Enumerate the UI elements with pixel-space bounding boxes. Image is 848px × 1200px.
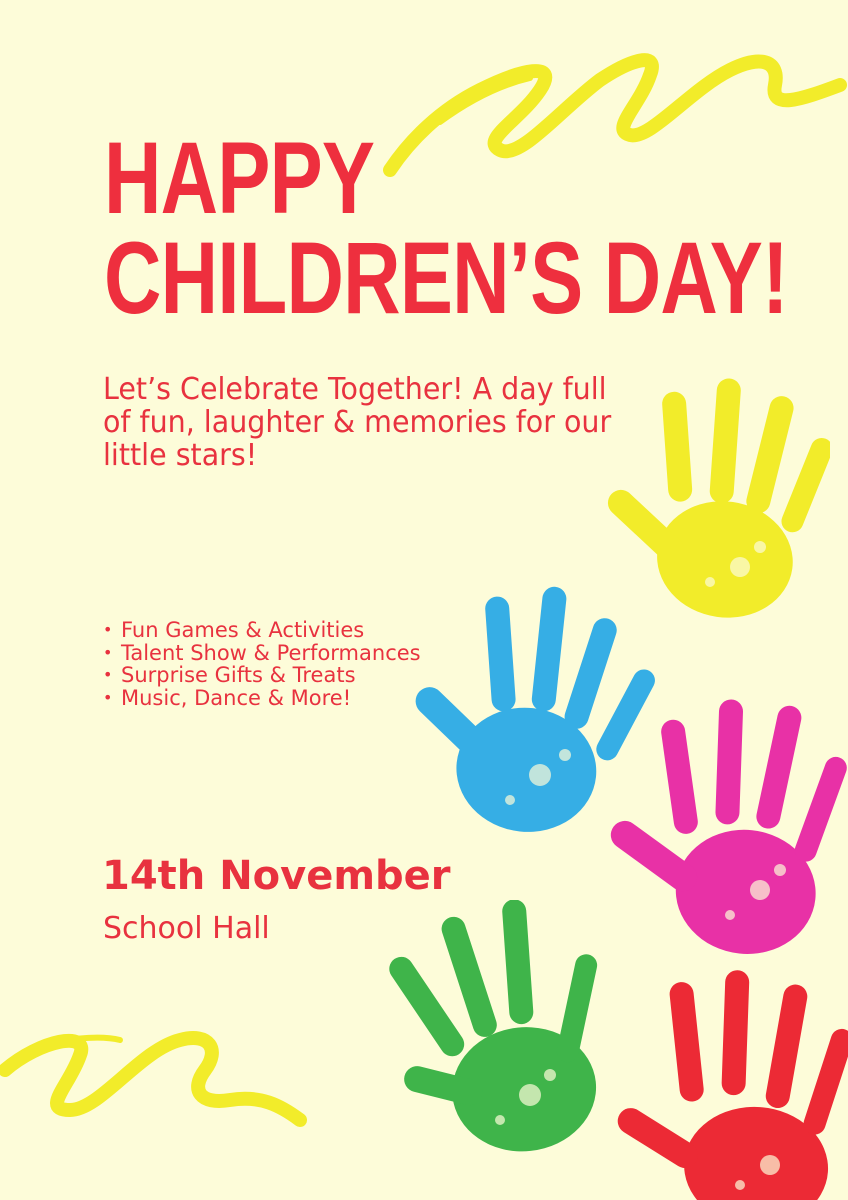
title-line-2: CHILDREN’S DAY! — [104, 221, 788, 335]
feature-text: Music, Dance & More! — [121, 685, 352, 710]
list-item — [103, 642, 421, 665]
list-item — [103, 664, 421, 687]
bullet-icon: • — [103, 665, 113, 684]
event-venue: School Hall — [103, 911, 270, 946]
list-item — [103, 687, 421, 710]
bullet-icon: • — [103, 642, 113, 662]
feature-text: Talent Show & Performances — [121, 640, 421, 665]
list-item — [103, 619, 421, 642]
tagline: Let’s Celebrate Together! A day full of fun, laughter & memories for our little stars! — [103, 372, 612, 473]
features-list — [103, 619, 421, 709]
bullet-icon: • — [103, 620, 113, 639]
poster-title — [104, 121, 788, 335]
title-line-1: HAPPY — [104, 121, 375, 235]
feature-text: Surprise Gifts & Treats — [121, 663, 356, 687]
handprint-red-icon — [610, 970, 848, 1200]
feature-text: Fun Games & Activities — [121, 618, 365, 642]
event-date: 14th November — [102, 853, 451, 899]
bullet-icon: • — [103, 687, 113, 707]
scribble-bottom-icon — [0, 1010, 320, 1130]
